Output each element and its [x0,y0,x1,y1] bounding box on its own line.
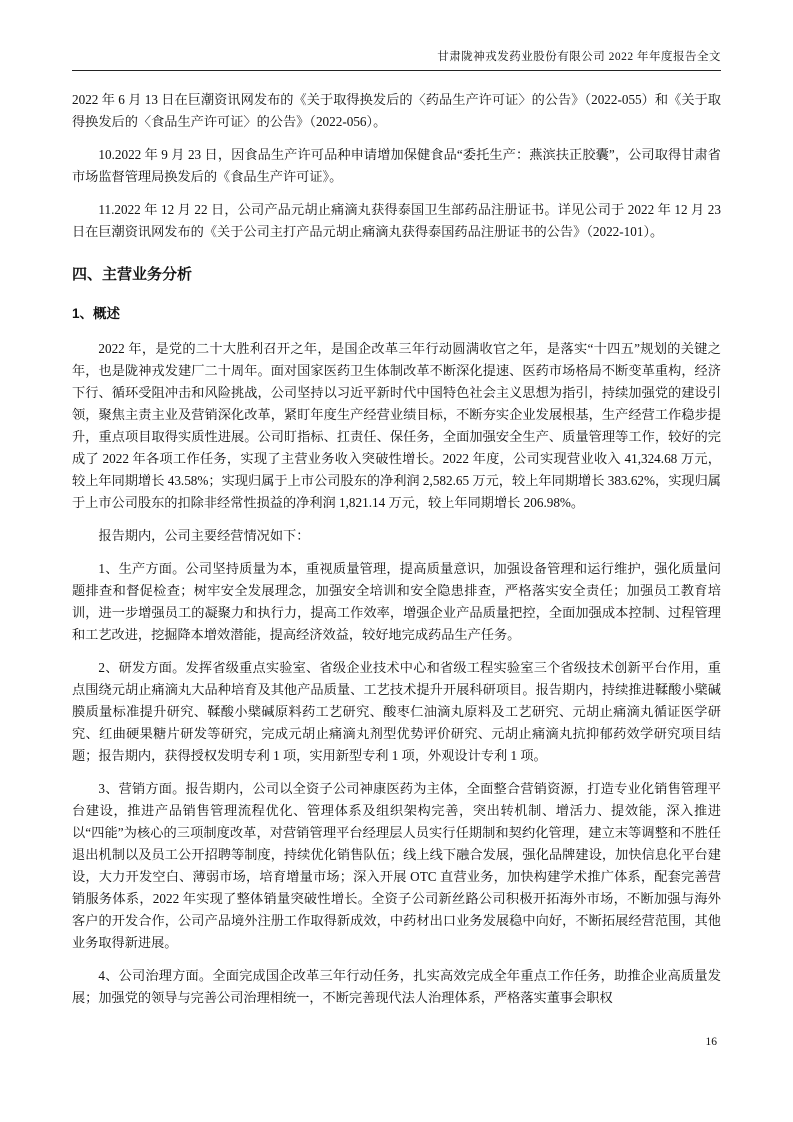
report-header-title: 甘肃陇神戎发药业股份有限公司 2022 年年度报告全文 [437,51,721,63]
page-number: 16 [705,1036,717,1048]
page-header [72,48,721,70]
paragraph: 3、营销方面。报告期内，公司以全资子公司神康医药为主体，全面整合营销资源，打造专业化销售管理平台建设，推进产品销售管理流程优化、管理体系及组织架构完善，突出转机制、增活力、提效能，深入推进以“四能”为核心的三项制度改革，对营销管理平台经理层人员实行任期制和契约化管理，建立末等调整和不胜任退出机制以及员工公开招聘等制度，持续优化销售队伍；线上线下融合发展，强化品牌建设，加快信息化平台建设，大力开发空白、薄弱市场，培育增量市场；深入开展 OTC 直营业务，加快构建学术推广体系，配套完善营销服务体系，2022 年实现了整体销量突破性增长。全资子公司新丝路公司积极开拓海外市场，不断加强与海外客户的开发合作，公司产品境外注册工作取得新成效，中药材出口业务发展稳中向好，不断拓展经营范围，其他业务取得新进展。 [72,781,721,950]
paragraph: 4、公司治理方面。全面完成国企改革三年行动任务，扎实高效完成全年重点工作任务，助推企业高质量发展；加强党的领导与完善公司治理相统一，不断完善现代法人治理体系，严格落实董事会职权 [72,968,721,1005]
paragraph: 1、生产方面。公司坚持质量为本，重视质量管理，提高质量意识，加强设备管理和运行维护，强化质量问题排查和督促检查；树牢安全发展理念，加强安全培训和安全隐患排查，严格落实安全责任；加强员工教育培训，进一步增强员工的凝聚力和执行力，提高工作效率，增强企业产品质量把控，全面加强成本控制、过程管理和工艺改进，挖掘降本增效潜能，提高经济效益，较好地完成药品生产任务。 [72,561,721,642]
paragraph: 2、研发方面。发挥省级重点实验室、省级企业技术中心和省级工程实验室三个省级技术创新平台作用，重点围绕元胡止痛滴丸大品种培育及其他产品质量、工艺技术提升开展科研项目。报告期内，持续推进鞣酸小檗碱膜质量标准提升研究、鞣酸小檗碱原料药工艺研究、酸枣仁油滴丸原料及工艺研究、元胡止痛滴丸循证医学研究、红曲硬果糖片研发等研究，完成元胡止痛滴丸剂型优势评价研究、元胡止痛滴丸抗抑郁药效学研究项目结题；报告期内，获得授权发明专利 1 项，实用新型专利 1 项，外观设计专利 1 项。 [72,660,721,763]
paragraph: 2022 年，是党的二十大胜利召开之年，是国企改革三年行动圆满收官之年，是落实“十四五”规划的关键之年，也是陇神戎发建厂二十周年。面对国家医药卫生体制改革不断深化提速、医药市场格局不断变革重构，经济下行、循环受阻冲击和风险挑战，公司坚持以习近平新时代中国特色社会主义思想为指引，持续加强党的建设引领，聚焦主责主业及营销深化改革，紧盯年度生产经营业绩目标，不断夯实企业发展根基，生产经营工作稳步提升，重点项目取得实质性进展。公司盯指标、扛责任、保任务，全面加强安全生产、质量管理等工作，较好的完成了 2022 年各项工作任务，实现了主营业务收入突破性增长。2022 年度，公司实现营业收入 41,324.68 万元，较上年同期增长 43.58%；实现归属于上市公司股东的净利润 2,582.65 万元，较上年同期增长 383.62%，实现归属于上市公司股东的扣除非经常性损益的净利润 1,821.14 万元，较上年同期增长 206.98%。 [72,341,721,510]
subsection-heading: 1、概述 [72,306,121,321]
paragraph: 2022 年 6 月 13 日在巨潮资讯网发布的《关于取得换发后的〈药品生产许可证〉的公告》（2022-055）和《关于取得换发后的〈食品生产许可证〉的公告》（2022-056）。 [72,92,721,129]
paragraph: 11.2022 年 12 月 22 日，公司产品元胡止痛滴丸获得泰国卫生部药品注册证书。详见公司于 2022 年 12 月 23 日在巨潮资讯网发布的《关于公司主打产品元胡止痛滴丸获得泰国药品注册证书的公告》（2022-101）。 [72,202,721,239]
document-body [72,89,721,1009]
section-heading: 四、主营业务分析 [72,266,193,283]
paragraph: 10.2022 年 9 月 23 日，因食品生产许可品种申请增加保健食品“委托生产：燕滨扶正胶囊”，公司取得甘肃省市场监督管理局换发后的《食品生产许可证》。 [72,147,721,184]
paragraph: 报告期内，公司主要经营情况如下： [98,528,310,543]
header-divider [72,70,721,71]
